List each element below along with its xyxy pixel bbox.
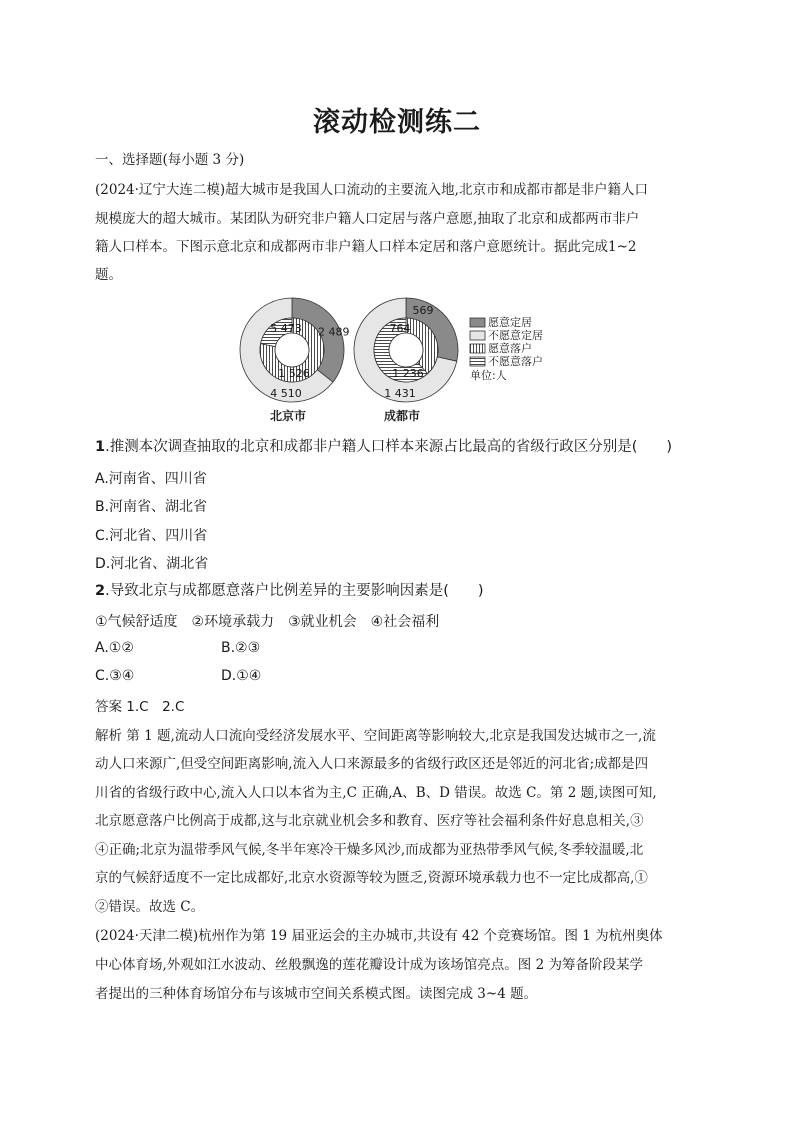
intro2-line: 者提出的三种体育场馆分布与该城市空间关系模式图。读图完成 3~4 题。	[95, 986, 538, 1002]
analysis-line: ④正确;北京为温带季风气候,冬半年寒冷干燥多风沙,而成都为亚热带季风气候,冬季较温暖,北	[95, 842, 644, 858]
data-label: 1 236	[392, 367, 424, 380]
answer-line: 答案 1.C 2.C	[95, 699, 185, 715]
option-d[interactable]: D.河北省、湖北省	[95, 556, 209, 572]
donut-chart-figure	[238, 294, 568, 430]
question-number: 2	[95, 583, 106, 599]
data-label: 1 431	[384, 387, 416, 400]
option-c[interactable]: C.③④	[95, 668, 135, 684]
legend-swatch	[470, 331, 485, 340]
donut-chart	[238, 294, 568, 430]
data-label: 569	[412, 304, 434, 318]
unit-label: 单位:人	[470, 369, 507, 382]
section-heading: 一、选择题(每小题 3 分)	[95, 152, 245, 168]
legend-label: 愿意定居	[488, 316, 532, 329]
data-label: 4 510	[270, 387, 302, 400]
intro-line: 题。	[95, 267, 122, 283]
question-2	[95, 582, 484, 600]
city-label: 成都市	[383, 409, 421, 423]
option-a[interactable]: A.河南省、四川省	[95, 471, 207, 487]
option-a[interactable]: A.①②	[95, 640, 134, 656]
question-1	[95, 438, 672, 456]
intro-line: 籍人口样本。下图示意北京和成都两市非户籍人口样本定居和落户意愿统计。据此完成1~2	[95, 239, 637, 255]
legend-label: 愿意落户	[488, 342, 532, 355]
intro2-line: (2024·天津二模)杭州作为第 19 届亚运会的主办城市,共设有 42 个竞赛场馆。图 1 为杭州奥体	[95, 928, 663, 944]
analysis-line: 北京愿意落户比例高于成都,这与北京就业机会多和教育、医疗等社会福利条件好息息相关,③	[95, 813, 644, 829]
analysis-line: 解析 第 1 题,流动人口流向受经济发展水平、空间距离等影响较大,北京是我国发达城市之一,流	[95, 728, 656, 744]
analysis-line: 京的气候舒适度不一定比成都好,北京水资源等较为匮乏,资源环境承载力也不一定比成都高,①	[95, 870, 648, 886]
analysis-line: 川省的省级行政中心,流入人口以本省为主,C 正确,A、B、D 错误。故选 C。第 2 题,读图可知,	[95, 785, 657, 801]
legend-swatch	[470, 344, 485, 353]
data-label: 5 473	[270, 322, 302, 335]
city-label: 北京市	[269, 409, 307, 423]
option-b[interactable]: B.②③	[221, 640, 261, 656]
legend-swatch	[470, 357, 485, 366]
question-text: .导致北京与成都愿意落户比例差异的主要影响因素是( )	[105, 583, 484, 599]
legend-label: 不愿意落户	[488, 355, 543, 368]
option-b[interactable]: B.河南省、湖北省	[95, 499, 208, 515]
intro-line: (2024·辽宁大连二模)超大城市是我国人口流动的主要流入地,北京市和成都市都是非户籍人口	[95, 182, 648, 198]
data-label: 2 489	[318, 325, 350, 339]
question-text: .推测本次调查抽取的北京和成都非户籍人口样本来源占比最高的省级行政区分别是( )	[105, 439, 673, 455]
donut-hole	[275, 333, 309, 367]
option-d[interactable]: D.①④	[221, 668, 262, 684]
intro2-line: 中心体育场,外观如江水波动、丝般飘逸的莲花瓣设计成为该场馆亮点。图 2 为筹备阶段某学	[95, 957, 643, 973]
data-label: 1 526	[278, 367, 310, 380]
factor-list: ①气候舒适度 ②环境承载力 ③就业机会 ④社会福利	[95, 614, 440, 630]
legend-swatch	[470, 318, 485, 327]
analysis-line: 动人口来源广,但受空间距离影响,流入人口来源最多的省级行政区还是邻近的河北省;成都是四	[95, 756, 649, 772]
intro-line: 规模庞大的超大城市。某团队为研究非户籍人口定居与落户意愿,抽取了北京和成都两市非户	[95, 211, 640, 227]
page-title: 滚动检测练二	[313, 107, 481, 138]
donut-hole	[389, 333, 423, 367]
option-c[interactable]: C.河北省、四川省	[95, 528, 208, 544]
legend-label: 不愿意定居	[488, 329, 543, 342]
data-label: 764	[389, 322, 411, 335]
question-number: 1	[95, 439, 106, 455]
analysis-line: ②错误。故选 C。	[95, 899, 205, 915]
